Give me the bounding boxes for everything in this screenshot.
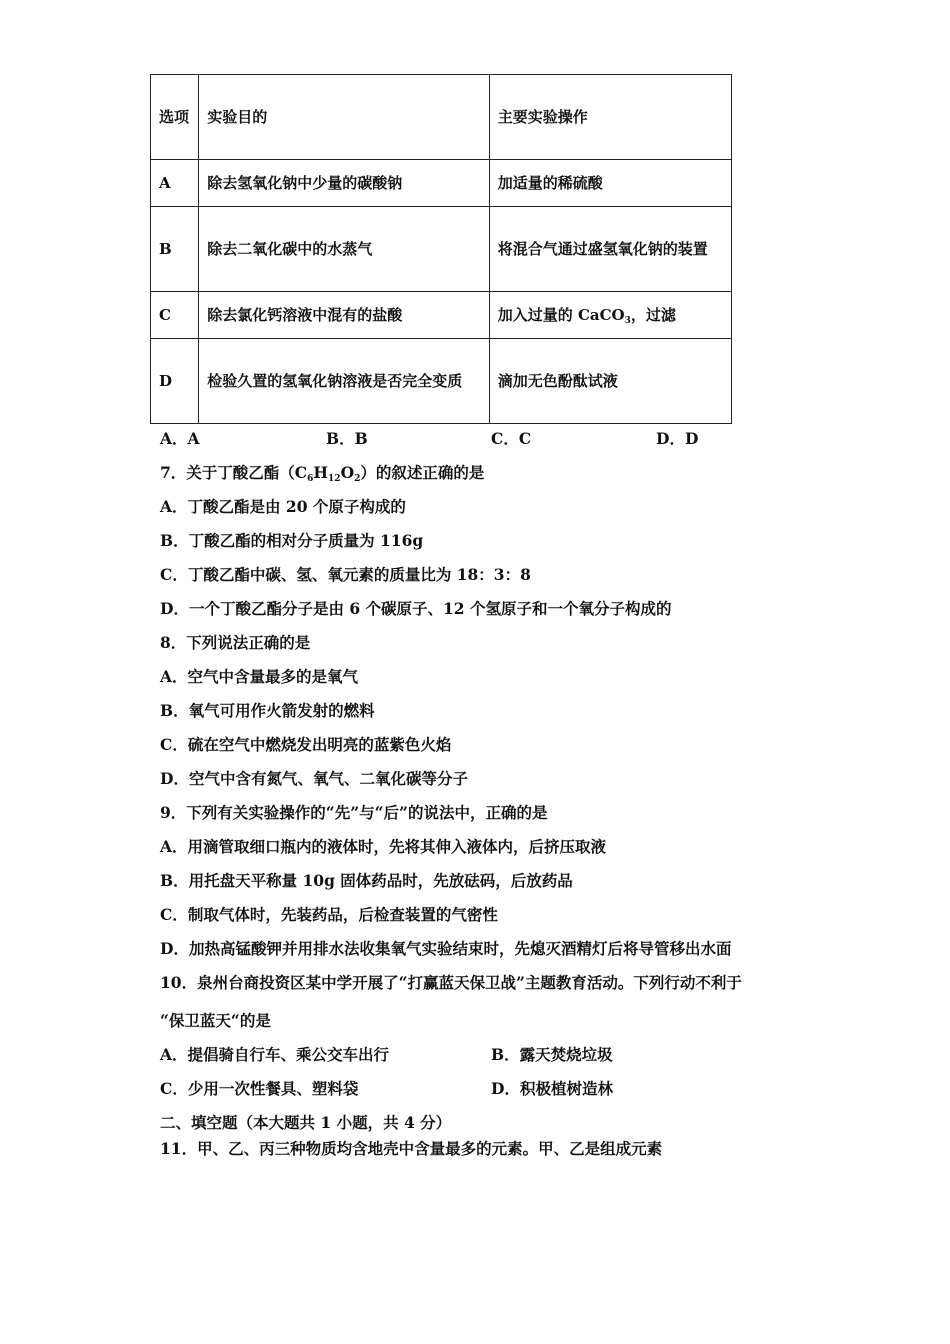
row-operation: 加适量的稀硫酸 [489,160,731,207]
q7-stem-prefix: 7．关于丁酸乙酯（C [160,463,308,482]
table-row [151,292,732,339]
q7-sub-c: 6 [307,474,314,484]
q7-stem-suffix: ）的叙述正确的是 [360,463,485,482]
row-purpose: 检验久置的氢氧化钠溶液是否完全变质 [199,339,490,424]
q9-option-b: B．用托盘天平称量 10g 固体药品时，先放砝码，后放药品 [160,871,573,890]
table-row [151,207,732,292]
operation-suffix: ，过滤 [630,305,676,324]
table-header-row [151,75,732,160]
q8-option-d: D．空气中含有氮气、氧气、二氧化碳等分子 [160,769,468,788]
row-operation: 滴加无色酚酞试液 [489,339,731,424]
row-purpose: 除去氯化钙溶液中混有的盐酸 [199,292,490,339]
q7-sub-h: 12 [328,474,341,484]
row-purpose: 除去氢氧化钠中少量的碳酸钠 [199,160,490,207]
q7-stem [160,462,484,484]
row-option: D [151,339,199,424]
q8-option-b: B．氧气可用作火箭发射的燃料 [160,701,375,720]
q9-option-c: C．制取气体时，先装药品，后检查装置的气密性 [160,905,498,924]
q6-choice-d: D．D [656,429,699,448]
q7-option-d: D．一个丁酸乙酯分子是由 6 个碳原子、12 个氢原子和一个氧分子构成的 [160,599,672,618]
q7-option-a: A．丁酸乙酯是由 20 个原子构成的 [160,497,406,516]
row-option: A [151,160,199,207]
row-operation [489,292,731,339]
header-operation: 主要实验操作 [489,75,731,160]
table-row [151,339,732,424]
row-option: C [151,292,199,339]
operation-subscript: 3 [624,315,631,326]
row-purpose: 除去二氧化碳中的水蒸气 [199,207,490,292]
q7-h: H [313,463,329,482]
q6-choice-c: C．C [491,429,532,448]
q6-choice-b: B．B [326,429,368,448]
q10-stem-line2: “保卫蓝天“的是 [160,1011,271,1030]
q10-stem-line1: 10．泉州台商投资区某中学开展了“打赢蓝天保卫战”主题教育活动。下列行动不利于 [160,973,742,992]
q7-option-c: C．丁酸乙酯中碳、氢、氧元素的质量比为 18：3：8 [160,565,531,584]
q8-stem: 8．下列说法正确的是 [160,633,311,652]
q9-option-a: A．用滴管取细口瓶内的液体时，先将其伸入液体内，后挤压取液 [160,837,607,856]
header-purpose: 实验目的 [199,75,490,160]
header-option: 选项 [151,75,199,160]
q10-option-c: C．少用一次性餐具、塑料袋 [160,1079,359,1098]
section-heading: 二、填空题（本大题共 1 小题，共 4 分） [160,1113,452,1132]
q8-option-c: C．硫在空气中燃烧发出明亮的蓝紫色火焰 [160,735,452,754]
q9-stem: 9．下列有关实验操作的“先”与“后”的说法中，正确的是 [160,803,548,822]
table-row [151,160,732,207]
row-option: B [151,207,199,292]
q10-option-a: A．提倡骑自行车、乘公交车出行 [160,1045,390,1064]
operation-prefix: 加入过量的 CaCO [497,305,625,324]
q7-o: O [340,463,355,482]
q10-option-d: D．积极植树造林 [491,1079,613,1098]
q7-sub-o: 2 [354,474,361,484]
q8-option-a: A．空气中含量最多的是氧气 [160,667,359,686]
q10-option-b: B．露天焚烧垃圾 [491,1045,613,1064]
q6-choice-a: A．A [160,429,200,448]
q9-option-d: D．加热高锰酸钾并用排水法收集氧气实验结束时，先熄灭酒精灯后将导管移出水面 [160,939,732,958]
experiment-table [150,74,732,424]
q11-stem: 11．甲、乙、丙三种物质均含地壳中含量最多的元素。甲、乙是组成元素 [160,1139,663,1158]
row-operation: 将混合气通过盛氢氧化钠的装置 [489,207,731,292]
q7-option-b: B．丁酸乙酯的相对分子质量为 116g [160,531,424,550]
